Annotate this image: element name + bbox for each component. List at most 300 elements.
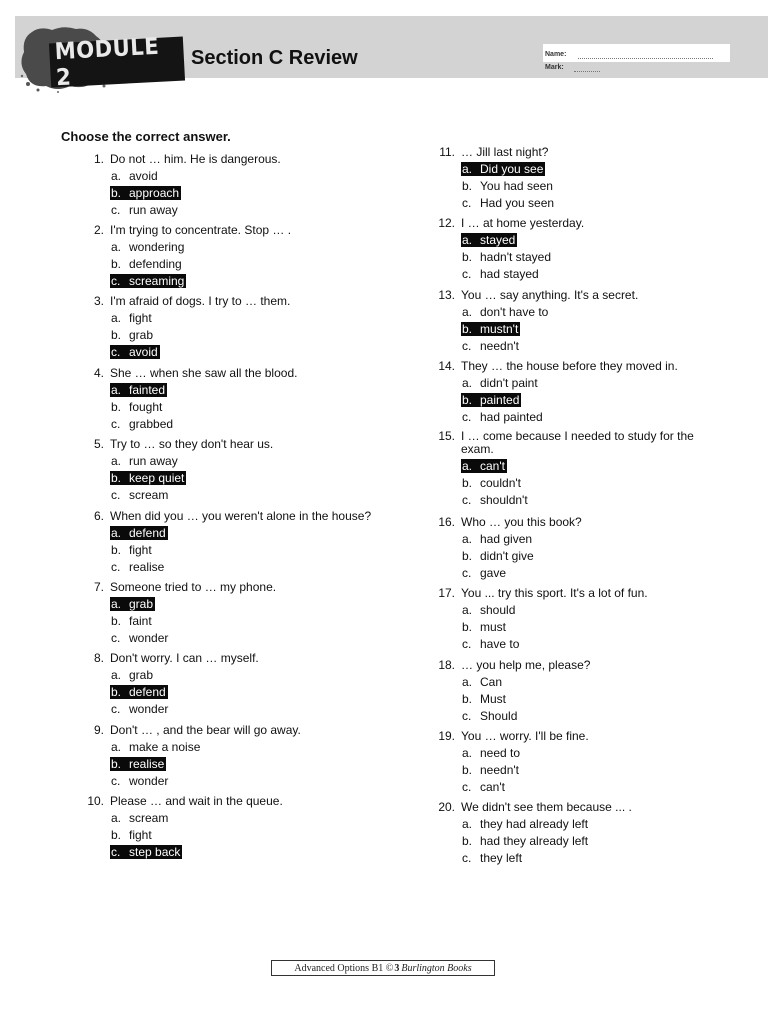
option-text: gave: [480, 566, 507, 580]
option-letter: b.: [111, 757, 122, 771]
option-text: have to: [480, 637, 520, 651]
answer-option[interactable]: [110, 345, 390, 359]
answer-option-body: [461, 196, 556, 210]
answer-option-body: [461, 620, 508, 634]
answer-options: [110, 454, 390, 502]
question-number: 9.: [93, 723, 104, 737]
question-number: 14.: [438, 359, 455, 373]
selected-answer-highlight: [110, 685, 168, 699]
question-number: 3.: [93, 294, 104, 308]
question-stem: [93, 366, 390, 380]
question-text: Try to … so they don't hear us.: [110, 437, 274, 451]
question-number: 20.: [438, 800, 455, 814]
answer-option-body: [461, 603, 517, 617]
option-text: grab: [129, 597, 154, 611]
answer-option[interactable]: [461, 322, 741, 336]
selected-answer-highlight: [110, 274, 186, 288]
option-text: didn't give: [480, 549, 534, 563]
option-text: they left: [480, 851, 523, 865]
option-letter: b.: [111, 186, 122, 200]
option-letter: b.: [111, 328, 122, 342]
selected-answer-highlight: [110, 757, 166, 771]
question-number: 12.: [438, 216, 455, 230]
option-text: grabbed: [129, 417, 174, 431]
answer-option[interactable]: [110, 311, 390, 325]
answer-option-body: [461, 834, 590, 848]
answer-option-body: [110, 311, 154, 325]
option-letter: a.: [111, 597, 122, 611]
option-text: make a noise: [129, 740, 201, 754]
answer-option-body: [110, 400, 164, 414]
option-text: defend: [129, 526, 166, 540]
question-12: [438, 216, 741, 284]
question-11: [439, 145, 741, 213]
option-text: grab: [129, 668, 154, 682]
answer-option[interactable]: [461, 162, 741, 176]
answer-option-body: [461, 851, 524, 865]
option-text: hadn't stayed: [480, 250, 552, 264]
question-19: [438, 729, 741, 797]
option-letter: b.: [462, 620, 473, 634]
footer-credit: [271, 960, 495, 976]
answer-options: [110, 668, 390, 716]
option-letter: c.: [462, 780, 472, 794]
answer-option[interactable]: [110, 417, 390, 431]
option-text: mustn't: [480, 322, 519, 336]
answer-options: [461, 675, 741, 723]
answer-option[interactable]: [110, 685, 390, 699]
question-stem: [438, 359, 741, 373]
answer-option[interactable]: [110, 828, 390, 842]
question-stem: [93, 580, 390, 594]
option-text: Can: [480, 675, 503, 689]
option-letter: c.: [111, 345, 121, 359]
answer-option-body: [110, 169, 160, 183]
answer-option[interactable]: [461, 196, 741, 210]
answer-option[interactable]: [461, 746, 741, 760]
answer-option-body: [461, 817, 590, 831]
answer-option-body: [461, 763, 521, 777]
option-letter: b.: [111, 685, 122, 699]
option-letter: b.: [462, 476, 473, 490]
selected-answer-highlight: [461, 393, 521, 407]
question-13: [438, 288, 741, 356]
question-number: 10.: [87, 794, 104, 808]
answer-option[interactable]: [461, 620, 741, 634]
option-letter: a.: [111, 311, 122, 325]
option-letter: b.: [462, 763, 473, 777]
option-text: Did you see: [480, 162, 544, 176]
answer-option[interactable]: [110, 668, 390, 682]
answer-option[interactable]: [461, 493, 711, 507]
question-6: [93, 509, 390, 577]
option-text: defend: [129, 685, 166, 699]
answer-options: [110, 311, 390, 359]
answer-option[interactable]: [110, 526, 390, 540]
answer-option[interactable]: [110, 471, 390, 485]
option-text: faint: [129, 614, 152, 628]
answer-options: [461, 817, 741, 865]
question-stem: [87, 794, 390, 808]
answer-option[interactable]: [110, 597, 390, 611]
option-letter: a.: [111, 526, 122, 540]
option-letter: c.: [111, 417, 121, 431]
option-text: need to: [480, 746, 521, 760]
selected-answer-highlight: [110, 186, 181, 200]
answer-option[interactable]: [110, 740, 390, 754]
question-text: Please … and wait in the queue.: [110, 794, 283, 808]
mark-label: Mark:: [545, 64, 564, 71]
answer-option[interactable]: [110, 257, 390, 271]
option-text: wondering: [129, 240, 185, 254]
answer-option-body: [461, 675, 504, 689]
answer-option[interactable]: [110, 400, 390, 414]
footer-publisher: Burlington Books: [401, 962, 472, 974]
answer-option[interactable]: [461, 692, 741, 706]
option-text: had given: [480, 532, 533, 546]
question-stem: [93, 509, 390, 523]
option-letter: c.: [462, 709, 472, 723]
option-letter: a.: [111, 454, 122, 468]
question-number: 4.: [93, 366, 104, 380]
answer-option-body: [461, 339, 521, 353]
option-letter: a.: [462, 459, 473, 473]
name-mark-box: [543, 44, 730, 62]
answer-option-body: [461, 637, 521, 651]
answer-option[interactable]: [461, 532, 741, 546]
option-text: had painted: [480, 410, 543, 424]
question-text: I'm afraid of dogs. I try to … them.: [110, 294, 291, 308]
question-9: [93, 723, 390, 791]
option-letter: c.: [462, 493, 472, 507]
question-text: I … at home yesterday.: [461, 216, 585, 230]
answer-option[interactable]: [110, 543, 390, 557]
answer-option-body: [110, 543, 154, 557]
answer-option[interactable]: [461, 763, 741, 777]
answer-option-body: [110, 240, 186, 254]
answer-option[interactable]: [461, 305, 741, 319]
answer-option-body: [461, 179, 555, 193]
answer-option[interactable]: [461, 834, 741, 848]
answer-option-body: [110, 203, 180, 217]
question-number: 2.: [93, 223, 104, 237]
option-letter: a.: [462, 675, 473, 689]
answer-option-body: [461, 532, 534, 546]
question-text: … you help me, please?: [461, 658, 591, 672]
selected-answer-highlight: [110, 345, 160, 359]
option-text: fight: [129, 311, 152, 325]
answer-option[interactable]: [461, 817, 741, 831]
answer-option-body: [110, 828, 154, 842]
question-2: [93, 223, 390, 291]
answer-option-body: [110, 668, 155, 682]
question-text: Don't … , and the bear will go away.: [110, 723, 301, 737]
answer-options: [110, 383, 390, 431]
option-letter: c.: [111, 560, 121, 574]
option-text: keep quiet: [129, 471, 185, 485]
answer-option-body: [110, 614, 154, 628]
question-stem: [93, 294, 390, 308]
option-text: didn't paint: [480, 376, 538, 390]
footer-course: Advanced Options B1 ©: [294, 962, 394, 974]
answer-option[interactable]: [461, 566, 741, 580]
answer-option[interactable]: [110, 186, 390, 200]
answer-option[interactable]: [110, 757, 390, 771]
option-text: fight: [129, 543, 152, 557]
question-number: 13.: [438, 288, 455, 302]
question-number: 5.: [93, 437, 104, 451]
option-letter: a.: [111, 169, 122, 183]
question-stem: [93, 651, 390, 665]
module-badge: [49, 33, 185, 92]
option-letter: a.: [462, 603, 473, 617]
answer-option[interactable]: [110, 631, 390, 645]
answer-option[interactable]: [461, 476, 711, 490]
answer-option-body: [461, 305, 550, 319]
mark-field[interactable]: [574, 71, 600, 72]
answer-options: [461, 233, 741, 281]
option-text: can't: [480, 780, 505, 794]
answer-option[interactable]: [461, 851, 741, 865]
question-number: 8.: [93, 651, 104, 665]
option-letter: b.: [462, 834, 473, 848]
answer-option-body: [110, 417, 175, 431]
option-text: fight: [129, 828, 152, 842]
answer-option-body: [461, 780, 507, 794]
answer-options: [461, 305, 741, 353]
answer-options: [461, 162, 741, 210]
module-label: MODULE 2: [54, 33, 160, 92]
answer-option[interactable]: [110, 240, 390, 254]
question-5: [93, 437, 390, 505]
option-text: had they already left: [480, 834, 589, 848]
option-text: defending: [129, 257, 182, 271]
option-text: avoid: [129, 169, 158, 183]
answer-options: [110, 240, 390, 288]
option-text: grab: [129, 328, 154, 342]
question-text: Someone tried to … my phone.: [110, 580, 277, 594]
answer-option[interactable]: [110, 488, 390, 502]
answer-option[interactable]: [110, 774, 390, 788]
answer-option[interactable]: [461, 393, 741, 407]
answer-option[interactable]: [461, 459, 711, 473]
answer-option[interactable]: [110, 811, 390, 825]
option-text: wonder: [129, 631, 169, 645]
question-15: [438, 429, 711, 510]
question-stem: [93, 723, 390, 737]
question-1: [93, 152, 390, 220]
selected-answer-highlight: [110, 597, 155, 611]
answer-option[interactable]: [110, 203, 390, 217]
name-label: Name:: [545, 51, 567, 58]
answer-option[interactable]: [110, 845, 390, 859]
answer-options: [110, 169, 390, 217]
question-text: When did you … you weren't alone in the house?: [110, 509, 372, 523]
selected-answer-highlight: [461, 459, 507, 473]
publisher-logo-icon: 3: [394, 962, 400, 974]
question-text: Don't worry. I can … myself.: [110, 651, 259, 665]
selected-answer-highlight: [110, 526, 168, 540]
option-letter: b.: [111, 828, 122, 842]
answer-option[interactable]: [110, 560, 390, 574]
question-7: [93, 580, 390, 648]
answer-option-body: [461, 566, 508, 580]
option-letter: c.: [462, 339, 472, 353]
answer-option[interactable]: [110, 702, 390, 716]
question-text: We didn't see them because ... .: [461, 800, 632, 814]
option-text: avoid: [129, 345, 158, 359]
answer-option-body: [110, 488, 170, 502]
answer-option[interactable]: [110, 328, 390, 342]
answer-option[interactable]: [461, 376, 741, 390]
answer-option-body: [110, 811, 170, 825]
option-text: screaming: [129, 274, 185, 288]
option-letter: b.: [462, 692, 473, 706]
answer-option[interactable]: [461, 339, 741, 353]
option-letter: a.: [111, 383, 122, 397]
question-number: 19.: [438, 729, 455, 743]
option-letter: a.: [111, 740, 122, 754]
answer-option[interactable]: [461, 233, 741, 247]
answer-option-body: [110, 702, 170, 716]
option-text: they had already left: [480, 817, 589, 831]
answer-option-body: [461, 250, 553, 264]
option-letter: b.: [111, 257, 122, 271]
option-text: scream: [129, 488, 169, 502]
answer-option[interactable]: [461, 637, 741, 651]
option-text: run away: [129, 454, 178, 468]
option-letter: c.: [462, 196, 472, 210]
option-text: approach: [129, 186, 180, 200]
instruction: Choose the correct answer.: [61, 129, 231, 144]
option-text: realise: [129, 560, 165, 574]
answer-option-body: [461, 549, 536, 563]
question-stem: [438, 800, 741, 814]
question-stem: [439, 145, 741, 159]
answer-option-body: [461, 476, 523, 490]
question-text: Who … you this book?: [461, 515, 582, 529]
question-text: You … say anything. It's a secret.: [461, 288, 639, 302]
option-letter: a.: [462, 162, 473, 176]
question-stem: [438, 429, 711, 456]
answer-option-body: [110, 631, 170, 645]
answer-option[interactable]: [110, 169, 390, 183]
answer-option[interactable]: [461, 603, 741, 617]
option-text: should: [480, 603, 516, 617]
question-4: [93, 366, 390, 434]
question-stem: [438, 216, 741, 230]
option-text: Must: [480, 692, 507, 706]
option-letter: c.: [111, 274, 121, 288]
option-text: Should: [480, 709, 518, 723]
option-letter: a.: [111, 811, 122, 825]
selected-answer-highlight: [110, 845, 182, 859]
option-letter: b.: [111, 614, 122, 628]
option-letter: c.: [111, 702, 121, 716]
answer-option[interactable]: [461, 549, 741, 563]
question-18: [438, 658, 741, 726]
answer-option-body: [461, 376, 540, 390]
question-stem: [438, 729, 741, 743]
option-letter: b.: [111, 400, 122, 414]
option-letter: a.: [462, 233, 473, 247]
option-text: couldn't: [480, 476, 521, 490]
option-letter: c.: [111, 845, 121, 859]
selected-answer-highlight: [110, 471, 186, 485]
option-letter: b.: [462, 393, 473, 407]
option-letter: a.: [111, 668, 122, 682]
option-letter: b.: [462, 250, 473, 264]
question-stem: [93, 223, 390, 237]
selected-answer-highlight: [110, 383, 167, 397]
answer-option-body: [461, 410, 545, 424]
option-letter: a.: [462, 305, 473, 319]
question-number: 11.: [439, 145, 455, 159]
option-text: step back: [129, 845, 181, 859]
answer-option[interactable]: [110, 383, 390, 397]
answer-option[interactable]: [461, 410, 741, 424]
answer-option[interactable]: [461, 780, 741, 794]
name-field[interactable]: [578, 58, 713, 59]
option-letter: c.: [111, 631, 121, 645]
question-text: Do not … him. He is dangerous.: [110, 152, 281, 166]
option-letter: a.: [462, 817, 473, 831]
option-text: can't: [480, 459, 505, 473]
answer-option[interactable]: [461, 267, 741, 281]
question-3: [93, 294, 390, 362]
question-number: 6.: [93, 509, 104, 523]
option-letter: c.: [462, 851, 472, 865]
answer-option[interactable]: [461, 250, 741, 264]
question-stem: [438, 515, 741, 529]
option-letter: c.: [111, 203, 121, 217]
option-letter: b.: [462, 549, 473, 563]
question-20: [438, 800, 741, 868]
answer-option[interactable]: [110, 274, 390, 288]
option-letter: a.: [462, 746, 473, 760]
answer-option[interactable]: [461, 709, 741, 723]
option-text: had stayed: [480, 267, 539, 281]
answer-option-body: [110, 454, 180, 468]
option-letter: a.: [462, 532, 473, 546]
answer-option[interactable]: [461, 179, 741, 193]
option-text: realise: [129, 757, 165, 771]
answer-options: [461, 532, 741, 580]
option-text: run away: [129, 203, 178, 217]
option-text: don't have to: [480, 305, 549, 319]
selected-answer-highlight: [461, 162, 545, 176]
question-stem: [93, 437, 390, 451]
answer-option[interactable]: [461, 675, 741, 689]
option-letter: c.: [462, 637, 472, 651]
answer-option[interactable]: [110, 614, 390, 628]
question-stem: [438, 586, 741, 600]
answer-option[interactable]: [110, 454, 390, 468]
question-number: 1.: [93, 152, 104, 166]
answer-option-body: [110, 774, 170, 788]
answer-option-body: [461, 709, 519, 723]
option-letter: b.: [462, 179, 473, 193]
answer-option-body: [110, 560, 166, 574]
answer-options: [461, 746, 741, 794]
question-16: [438, 515, 741, 583]
question-number: 18.: [438, 658, 455, 672]
question-14: [438, 359, 741, 427]
answer-option-body: [110, 740, 202, 754]
option-letter: c.: [111, 774, 121, 788]
option-text: fought: [129, 400, 163, 414]
answer-options: [110, 740, 390, 788]
